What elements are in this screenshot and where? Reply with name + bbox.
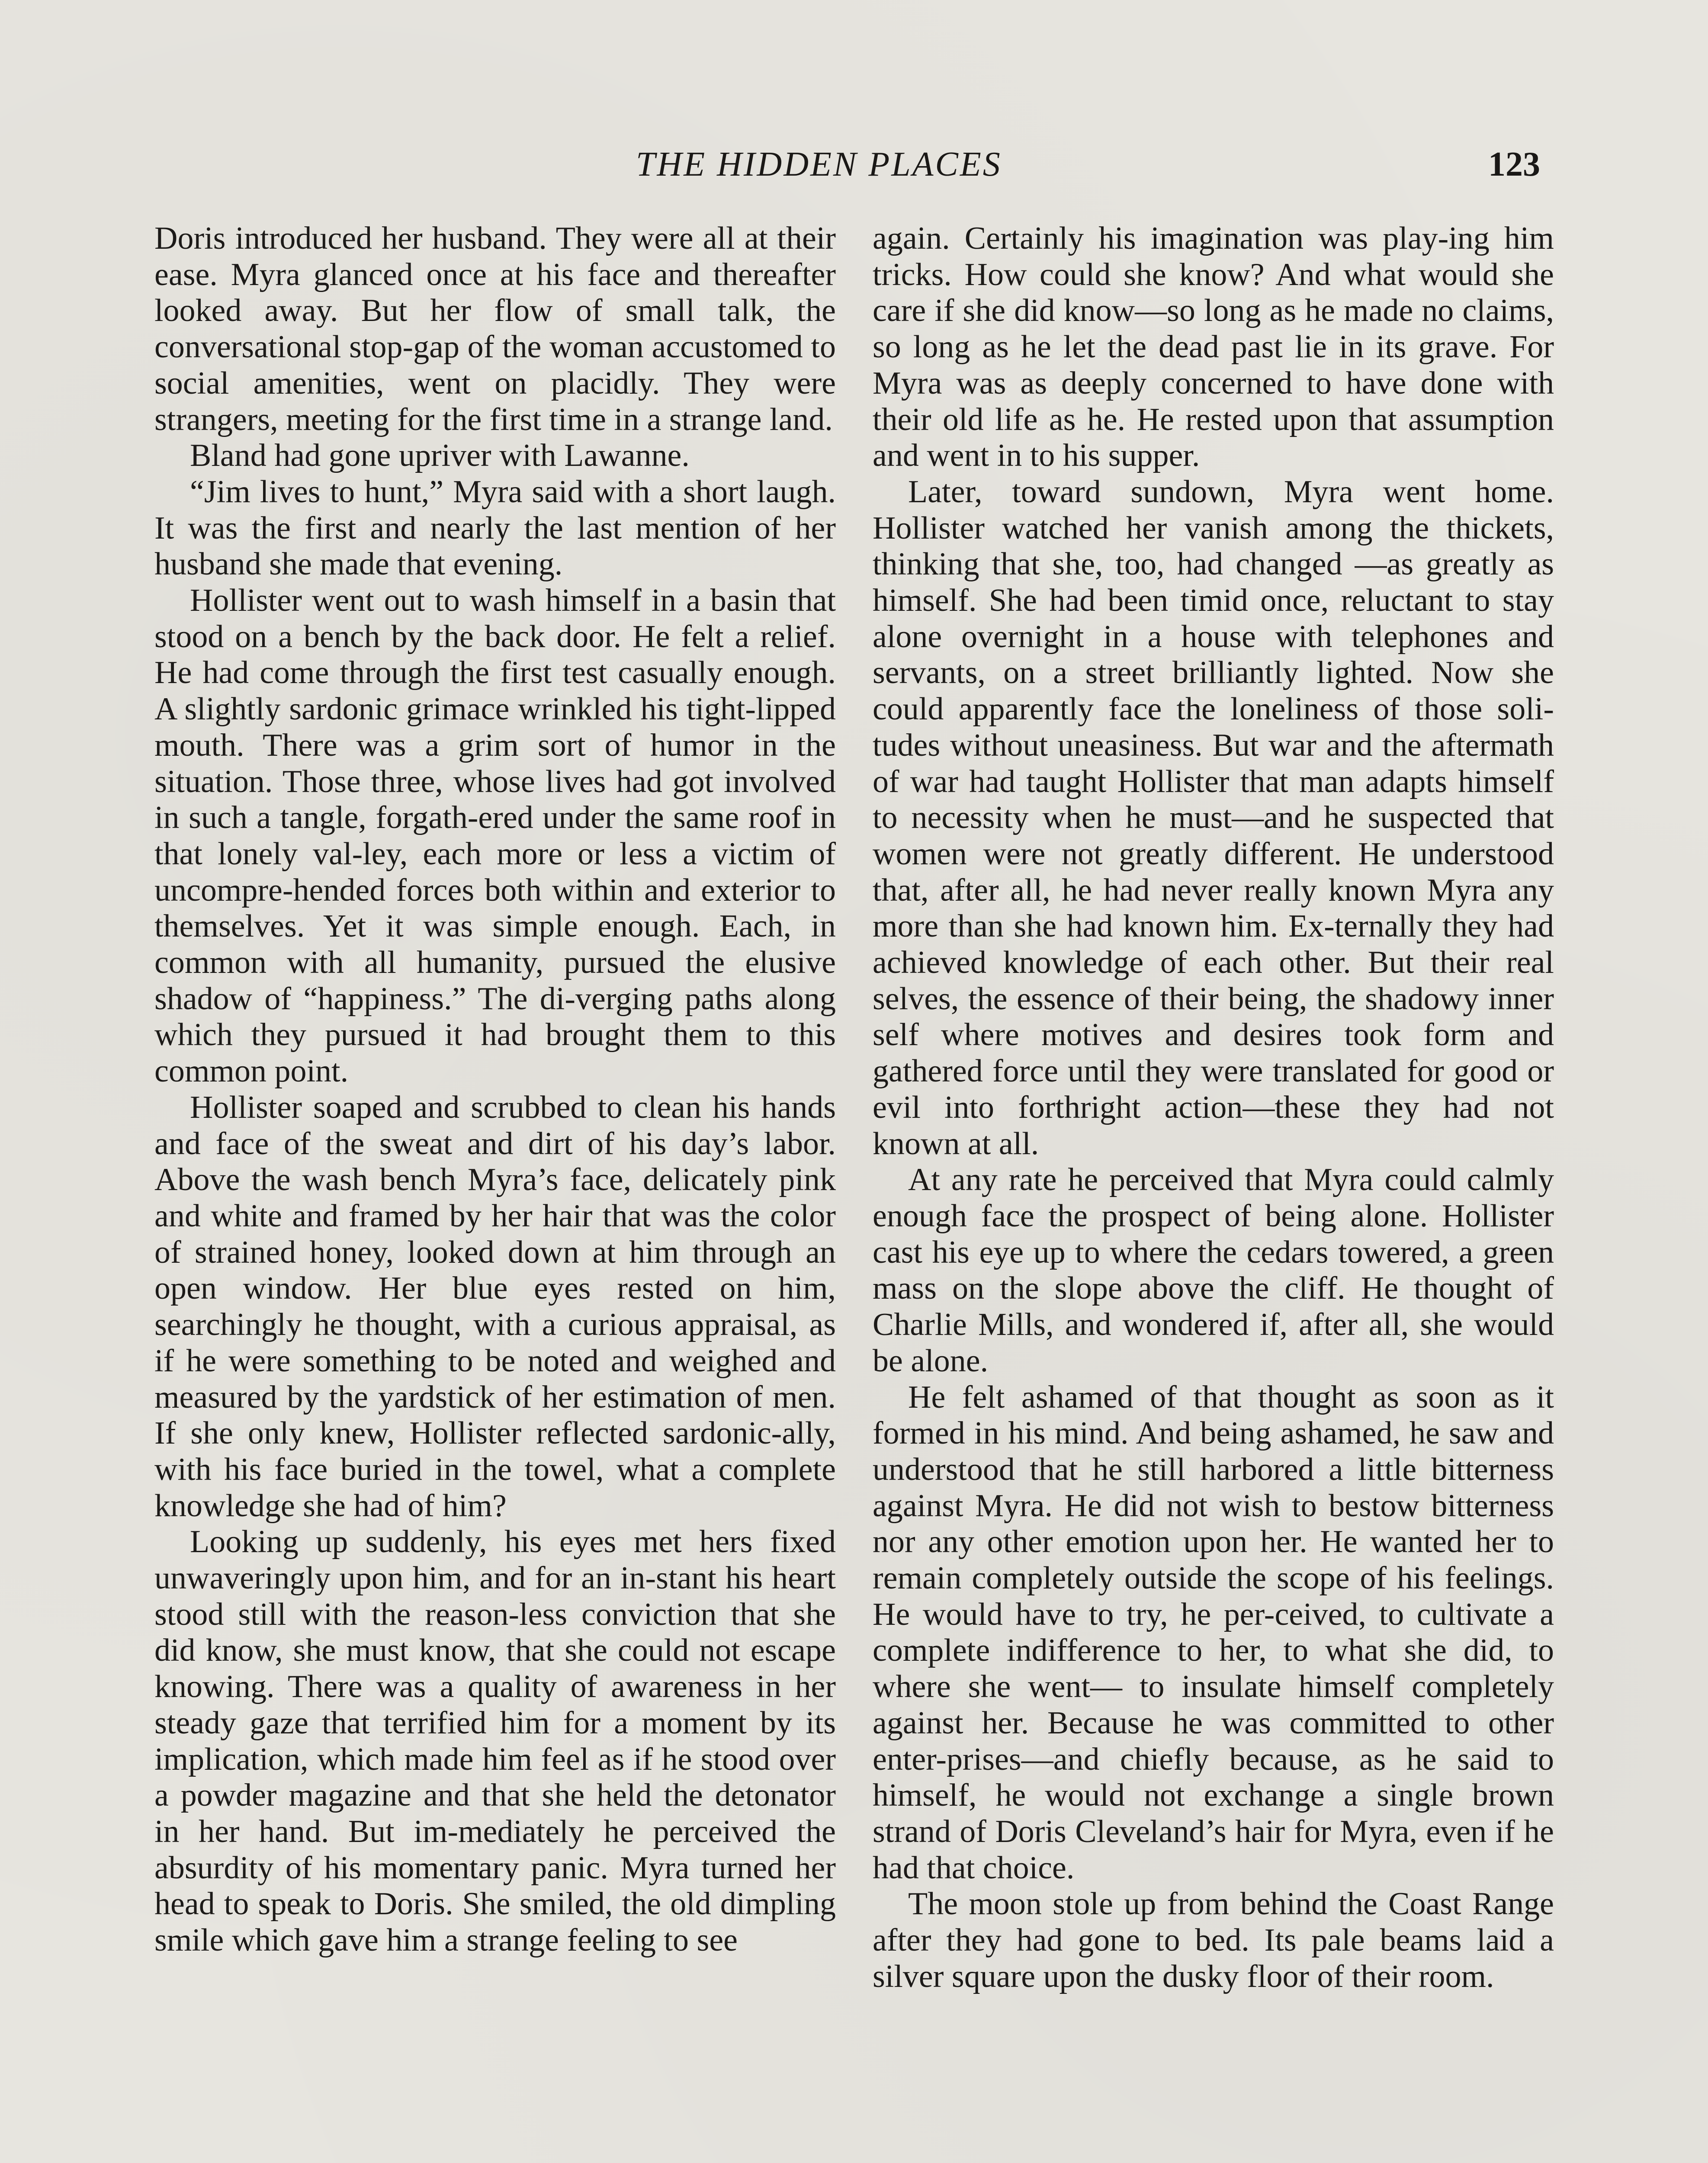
right-column xyxy=(873,221,1554,1995)
paragraph: Later, toward sundown, Myra went home. Hollister watched her vanish among the thickets, thinking that she, too, had changed —as greatly as himself. She had been timid once, reluctant to stay alone overnight in a house with telephones and servants, on a street brilliantly lighted. Now she could apparently face the loneliness of those soli-tudes without uneasiness. But war and the aftermath of war had taught Hollister that man adapts himself to necessity when he must—and he suspected that women were not greatly different. He understood that, after all, he had never really known Myra any more than she had known him. Ex-ternally they had achieved knowledge of each other. But their real selves, the essence of their being, the shadowy inner self where motives and desires took form and gathered force until they were translated for good or evil into forthright action—these they had not known at all. xyxy=(873,474,1554,1162)
page-number: 123 xyxy=(1488,145,1540,183)
paragraph: “Jim lives to hunt,” Myra said with a short laugh. It was the first and nearly the last mention of her husband she made that evening. xyxy=(154,474,836,582)
paragraph-continuation: again. Certainly his imagination was play-ing him tricks. How could she know? And what would she care if she did know—so long as he made no claims, so long as he let the dead past lie in its grave. For Myra was as deeply concerned to have done with their old life as he. He rested upon that assumption and went in to his supper. xyxy=(873,221,1554,474)
paragraph: Hollister soaped and scrubbed to clean his hands and face of the sweat and dirt of his day’s labor. Above the wash bench Myra’s face, delicately pink and white and framed by her hair that was the color of strained honey, looked down at him through an open window. Her blue eyes rested on him, searchingly he thought, with a curious appraisal, as if he were something to be noted and weighed and measured by the yardstick of her estimation of men. If she only knew, Hollister reflected sardonic-ally, with his face buried in the towel, what a complete knowledge she had of him? xyxy=(154,1089,836,1524)
running-title: THE HIDDEN PLACES xyxy=(636,145,1002,183)
paragraph: Doris introduced her husband. They were all at their ease. Myra glanced once at his face and thereafter looked away. But her flow of small talk, the conversational stop-gap of the woman accustomed to social amenities, went on placidly. They were strangers, meeting for the first time in a strange land. xyxy=(154,221,836,437)
paragraph: He felt ashamed of that thought as soon as it formed in his mind. And being ashamed, he saw and understood that he still harbored a little bitterness against Myra. He did not wish to bestow bitterness nor any other emotion upon her. He wanted her to remain completely outside the scope of his feelings. He would have to try, he per-ceived, to cultivate a complete indifference to her, to what she did, to where she went— to insulate himself completely against her. Because he was committed to other enter-prises—and chiefly because, as he said to himself, he would not exchange a single brown strand of Doris Cleveland’s hair for Myra, even if he had that choice. xyxy=(873,1379,1554,1886)
paragraph: At any rate he perceived that Myra could calmly enough face the prospect of being alone. Hollister cast his eye up to where the cedars towered, a green mass on the slope above the cliff. He thought of Charlie Mills, and wondered if, after all, she would be alone. xyxy=(873,1162,1554,1379)
paragraph: The moon stole up from behind the Coast Range after they had gone to bed. Its pale beams laid a silver square upon the dusky floor of their room. xyxy=(873,1886,1554,1994)
paragraph: Bland had gone upriver with Lawanne. xyxy=(190,438,690,474)
left-column xyxy=(154,221,836,1959)
paragraph: Looking up suddenly, his eyes met hers fixed unwaveringly upon him, and for an in-stant his heart stood still with the reason-less conviction that she did know, she must know, that she could not escape knowing. There was a quality of awareness in her steady gaze that terrified him for a moment by its implication, which made him feel as if he stood over a powder magazine and that she held the detonator in her hand. But im-mediately he perceived the absurdity of his momentary panic. Myra turned her head to speak to Doris. She smiled, the old dimpling smile which gave him a strange feeling to see xyxy=(154,1524,836,1958)
paragraph: Hollister went out to wash himself in a basin that stood on a bench by the back door. He felt a relief. He had come through the first test casually enough. A slightly sardonic grimace wrinkled his tight-lipped mouth. There was a grim sort of humor in the situation. Those three, whose lives had got involved in such a tangle, forgath-ered under the same roof in that lonely val-ley, each more or less a victim of uncompre-hended forces both within and exterior to themselves. Yet it was simple enough. Each, in common with all humanity, pursued the elusive shadow of “happiness.” The di-verging paths along which they pursued it had brought them to this common point. xyxy=(154,583,836,1089)
